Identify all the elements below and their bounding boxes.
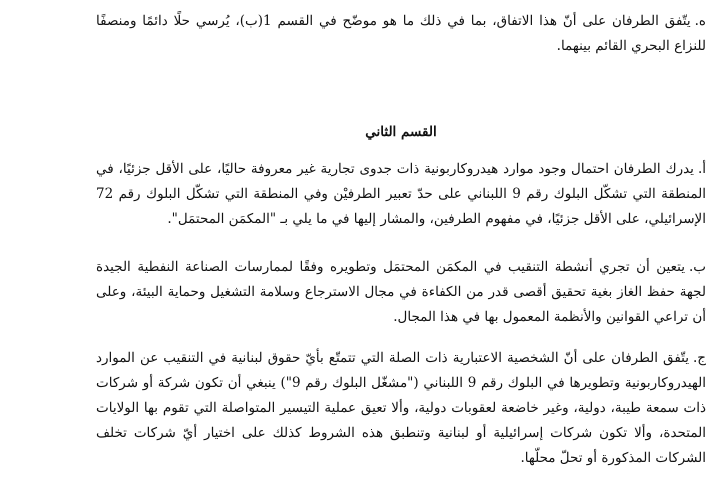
clause-b-text: يتعين أن تجري أنشطة التنقيب في المكمَن المحتمَل وتطويره وفقًا لممارسات الصناعة النفطية الجيدة لجهة حفظ الغاز بغية تحقيق أقصى قدر من الكفاءة في مجال الاسترجاع وسلامة التشغيل وحماية البيئة، وعلى أن تراعي القوانين والأنظمة المعمول بها في هذا المجال. — [96, 259, 706, 325]
clause-c-marker: ج. — [692, 350, 706, 366]
clause-e-marker: ه. — [694, 13, 706, 29]
clause-e-text: يتّفق الطرفان على أنّ هذا الاتفاق، بما في ذلك ما هو موضّح في القسم 1(ب)، يُرسي حلًا دائمًا ومنصفًا للنزاع البحري القائم بينهما. — [96, 13, 706, 54]
clause-a-marker: أ. — [697, 161, 706, 177]
clause-b-marker: ب. — [688, 259, 706, 275]
clause-a-paragraph — [96, 157, 706, 232]
clause-b-paragraph — [96, 255, 706, 330]
section-heading: القسم الثاني — [365, 124, 437, 140]
clause-a-text: يدرك الطرفان احتمال وجود موارد هيدروكاربونية ذات جدوى تجارية غير معروفة حاليًا، على الأقل جزئيًا، في المنطقة التي تشكّل البلوك رقم 9 اللبناني على حدّ تعبير الطرفيْن وفي المنطقة التي تشكّل البلوك رقم 72 الإسرائيلي، على الأقل جزئيًا، في مفهوم الطرفين، والمشار إليها في ما يلي بـ "المكمَن المحتمَل". — [96, 161, 706, 227]
clause-e-paragraph — [96, 9, 706, 59]
clause-c-paragraph — [96, 346, 706, 471]
clause-c-text: يتّفق الطرفان على أنّ الشخصية الاعتبارية ذات الصلة التي تتمتّع بأيّ حقوق لبنانية في التنقيب عن الموارد الهيدروكاربونية وتطويرها في البلوك رقم 9 اللبناني ("مشغّل البلوك رقم 9") ينبغي أن تكون شركة أو شركات ذات سمعة طيبة، دولية، وغير خاضعة لعقوبات دولية، وألا تعيق عملية التيسير المتواصلة التي تقوم بها الولايات المتحدة، وألا تكون شركات إسرائيلية أو لبنانية وتنطبق هذه الشروط كذلك على اختيار أيّ شركات تخلف الشركات المذكورة أو تحلّ محلّها. — [96, 350, 706, 466]
